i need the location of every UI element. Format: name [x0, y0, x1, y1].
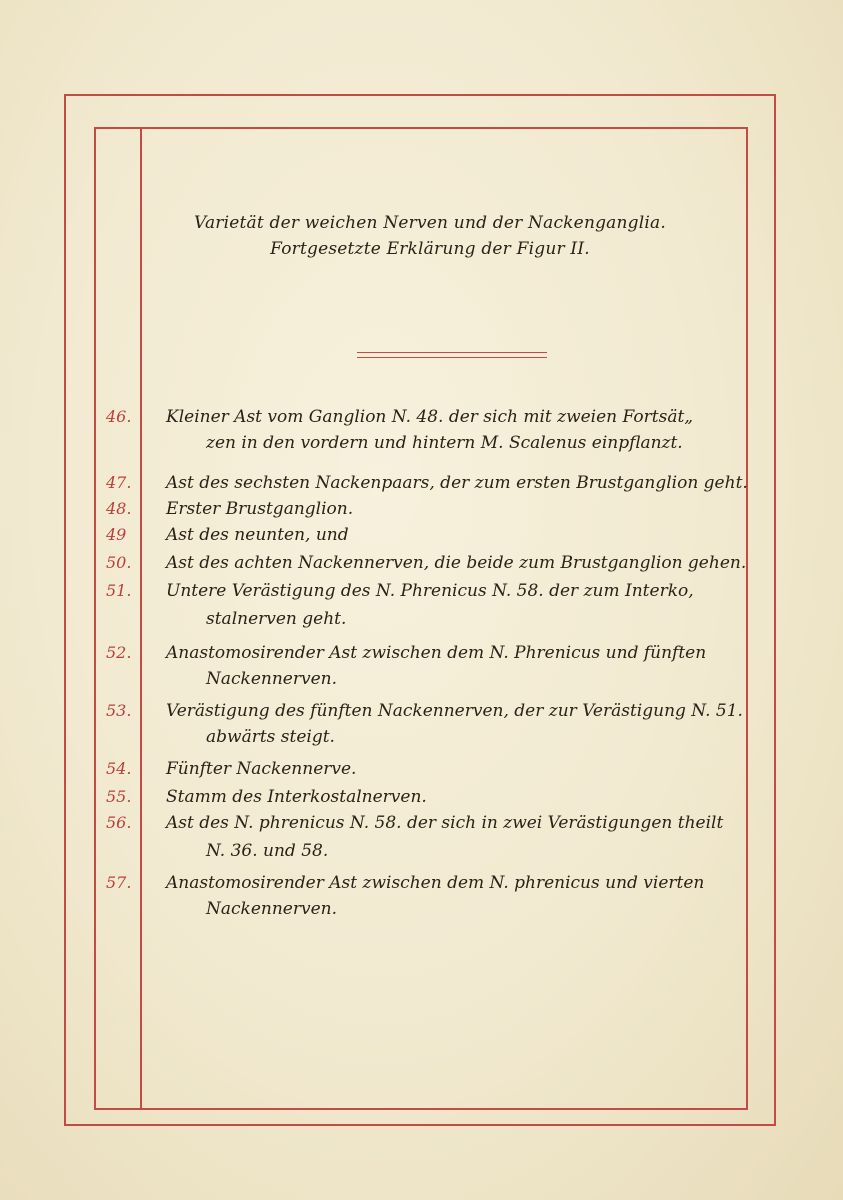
entry-text: Ast des achten Nackennerven, die beide zum Brustganglion gehen. [166, 553, 747, 573]
entry-text: zen in den vordern und hintern M. Scalenus einpflanzt. [206, 433, 683, 453]
entry-number: 51. [106, 581, 132, 600]
entry-text: Ast des sechsten Nackenpaars, der zum ersten Brustganglion geht. [166, 473, 748, 493]
entry-number: 47. [106, 473, 132, 492]
title-line-2: Fortgesetzte Erklärung der Figur II. [270, 239, 590, 259]
entry-text: Untere Verästigung des N. Phrenicus N. 58. der zum Interko, [166, 581, 694, 601]
title-line-1: Varietät der weichen Nerven und der Nackenganglia. [194, 213, 666, 233]
entry-number: 49 [106, 525, 127, 544]
inner-border [94, 127, 748, 1110]
entry-text: Fünfter Nackennerve. [166, 759, 357, 779]
entry-text: N. 36. und 58. [206, 841, 329, 861]
entry-number: 46. [106, 407, 132, 426]
entry-number: 53. [106, 701, 132, 720]
title-divider [357, 352, 547, 358]
entry-text: stalnerven geht. [206, 609, 347, 629]
entry-number: 52. [106, 643, 132, 662]
entry-text: Erster Brustganglion. [166, 499, 354, 519]
entry-text: Anastomosirender Ast zwischen dem N. phrenicus und vierten [166, 873, 705, 893]
entry-text: Stamm des Interkostalnerven. [166, 787, 427, 807]
entry-text: Nackennerven. [206, 669, 337, 689]
page-title [120, 210, 740, 262]
entry-text: Anastomosirender Ast zwischen dem N. Phrenicus und fünften [166, 643, 707, 663]
entry-text: Verästigung des fünften Nackennerven, der zur Verästigung N. 51. [166, 701, 743, 721]
entry-text: Kleiner Ast vom Ganglion N. 48. der sich mit zweien Fortsät„ [166, 407, 694, 427]
entry-number: 50. [106, 553, 132, 572]
entry-number: 54. [106, 759, 132, 778]
entry-text: Nackennerven. [206, 899, 337, 919]
entry-text: abwärts steigt. [206, 727, 335, 747]
entry-number: 48. [106, 499, 132, 518]
margin-rule [140, 127, 142, 1110]
entry-number: 56. [106, 813, 132, 832]
entry-text: Ast des N. phrenicus N. 58. der sich in zwei Verästigungen theilt [166, 813, 724, 833]
entry-number: 57. [106, 873, 132, 892]
entry-text: Ast des neunten, und [166, 525, 349, 545]
entry-number: 55. [106, 787, 132, 806]
